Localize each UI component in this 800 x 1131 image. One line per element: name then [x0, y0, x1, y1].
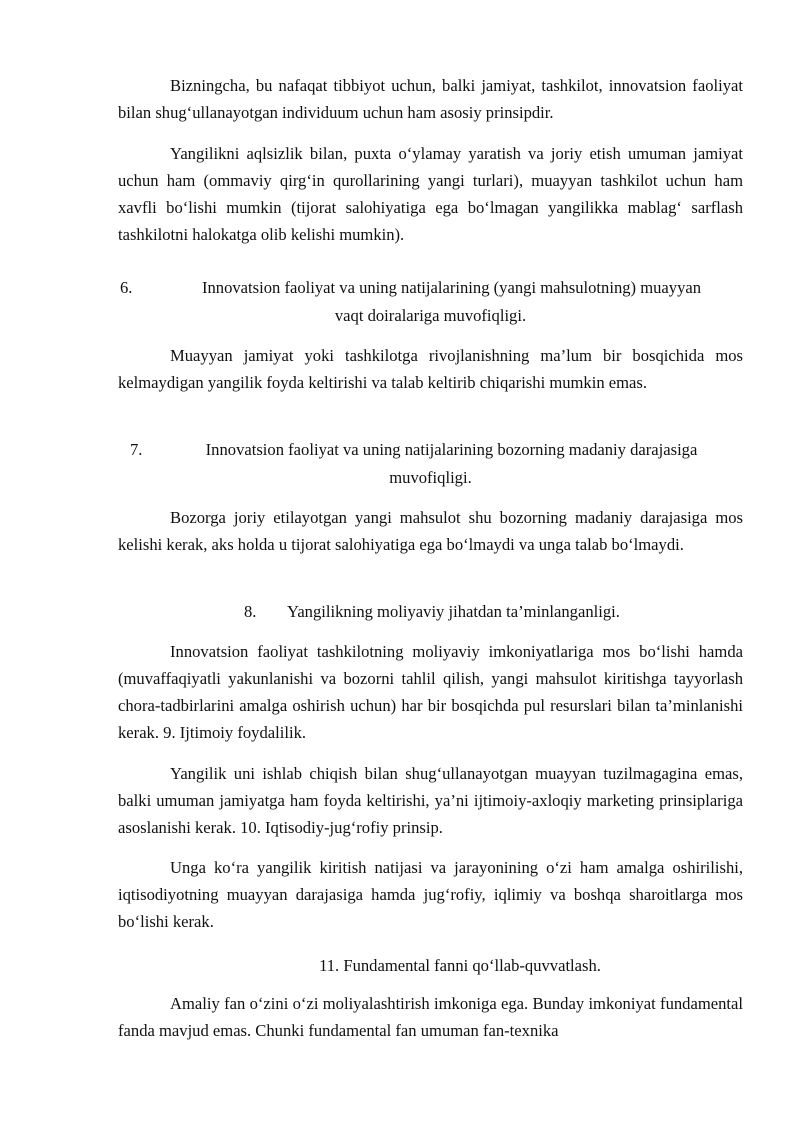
heading-6-line-2: vaqt doiralariga muvofiqligi.: [334, 306, 527, 325]
paragraph-4: Bozorga joriy etilayotgan yangi mahsulot shu bozorning madaniy darajasiga mos kelishi kerak, aks holda u tijorat salohiyatiga ega bo‘lmaydi va unga talab bo‘lmaydi.: [118, 508, 743, 554]
paragraph-3: Muayyan jamiyat yoki tashkilotga rivojlanishning ma’lum bir bosqichida mos kelmaydigan yangilik foyda keltirishi va talab keltirib chiqarishi mumkin emas.: [118, 346, 743, 392]
paragraph-1: Bizningcha, bu nafaqat tibbiyot uchun, balki jamiyat, tashkilot, innovatsion faoliyat bilan shug‘ullanayotgan individuum uchun ham asosiy prinsipdir.: [118, 76, 743, 122]
heading-7-number: 7.: [130, 440, 143, 459]
heading-8-title: Yangilikning moliyaviy jihatdan ta’minlanganligi.: [287, 602, 620, 621]
paragraph-5: Innovatsion faoliyat tashkilotning moliyaviy imkoniyatlariga mos bo‘lishi hamda (muvaffaqiyatli yakunlanishi va bozorni tahlil qilish, yangi mahsulot kiritishga tayyorlash chora-tadbirlarini amalga oshirish uchun) har bir bosqichda pul resurslari bilan ta’minlanishi kerak. 9. Ijtimoiy foydalilik.: [118, 642, 743, 742]
heading-7-line-2: muvofiqligi.: [389, 468, 472, 487]
heading-6-line-1: Innovatsion faoliyat va uning natijalarining (yangi mahsulotning) muayyan: [201, 278, 702, 297]
heading-7-line-1: Innovatsion faoliyat va uning natijalarining bozorning madaniy darajasiga: [205, 440, 698, 459]
paragraph-6: Yangilik uni ishlab chiqish bilan shug‘ullanayotgan muayyan tuzilmagagina emas, balki umuman jamiyatga ham foyda keltirishi, ya’ni ijtimoiy-axloqiy marketing prinsiplariga asoslanishi kerak. 10. Iqtisodiy-jug‘rofiy prinsip.: [118, 764, 743, 837]
paragraph-2: Yangilikni aqlsizlik bilan, puxta o‘ylamay yaratish va joriy etish umuman jamiyat uchun ham (ommaviy qirg‘in qurollarining yangi turlari), muayyan tashkilot uchun ham xavfli bo‘lishi mumkin (tijorat salohiyatiga ega bo‘lmagan yangilikka mablag‘ sarflash tashkilotni halokatga olib kelishi mumkin).: [118, 144, 743, 244]
heading-8-number: 8.: [244, 602, 257, 621]
paragraph-7: Unga ko‘ra yangilik kiritish natijasi va jarayonining o‘zi ham amalga oshirilishi, iqtisodiyotning muayyan darajasiga hamda jug‘rofiy, iqlimiy va boshqa sharoitlarga mos bo‘lishi kerak.: [118, 858, 743, 931]
paragraph-8: Amaliy fan o‘zini o‘zi moliyalashtirish imkoniga ega. Bunday imkoniyat fundamental fanda mavjud emas. Chunki fundamental fan umuman fan-texnika: [118, 994, 743, 1040]
heading-11: 11. Fundamental fanni qo‘llab-quvvatlash.: [319, 956, 601, 975]
heading-6-number: 6.: [120, 278, 133, 297]
